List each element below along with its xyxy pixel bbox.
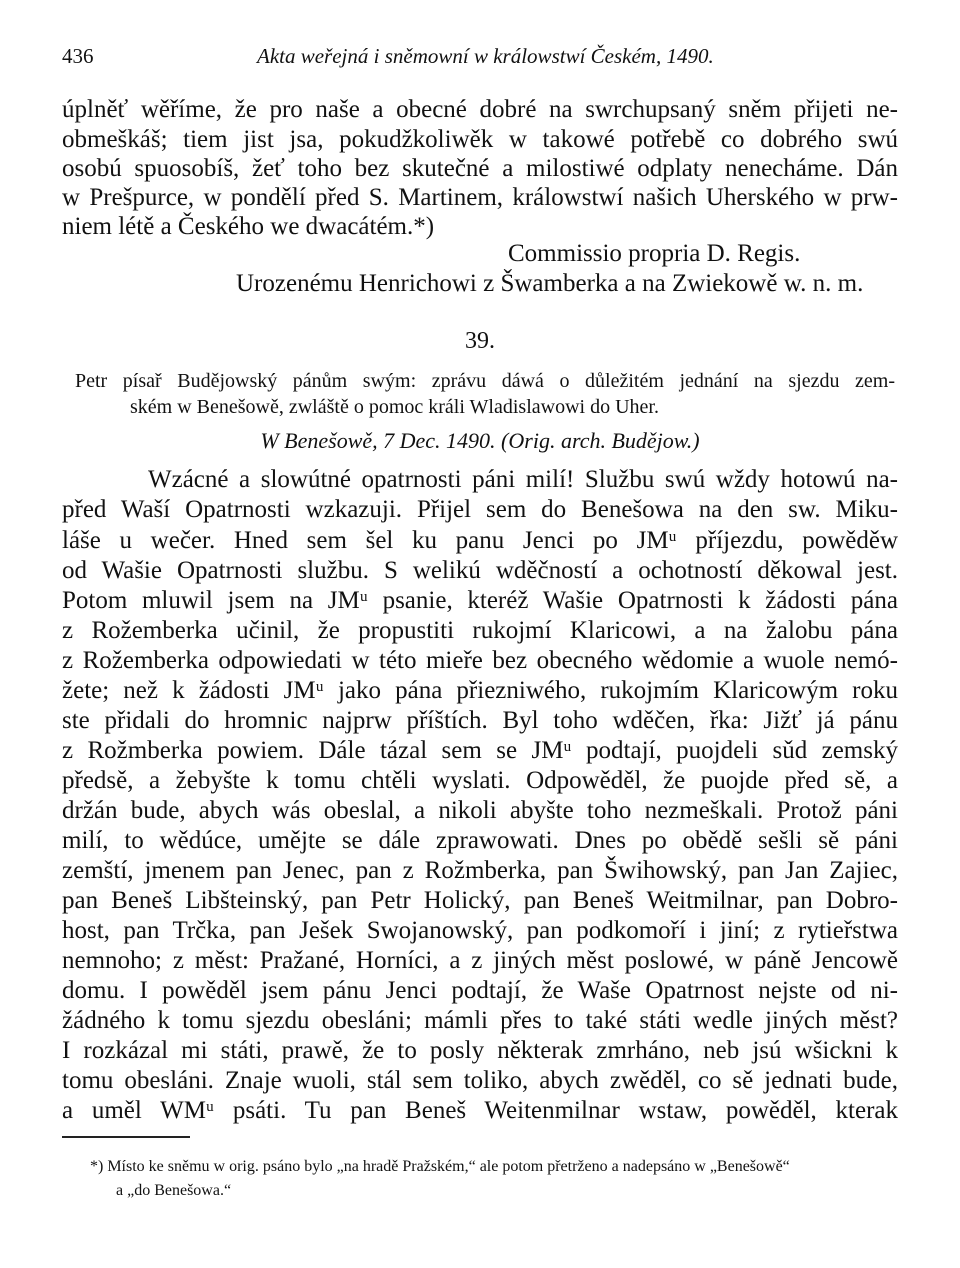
commissio-note: Commissio propria D. Regis. [508, 240, 801, 267]
page-header [62, 44, 898, 74]
text-line: nemnoho; z měst: Pražané, Horníci, a z jiných měst poslowé, w páně Jencowě [62, 947, 898, 974]
text-line: Wzácné a slowútné opatrnosti páni milí! Službu swú wždy hotowú na- [148, 466, 898, 493]
text-line: I rozkázal mi státi, prawě, že to posly některak zmrháno, neb jsú wšicknі k [62, 1037, 898, 1064]
text-line: žádného k tomu sjezdu obesláni; mámli přes to také státi wedle jiných měst? [62, 1007, 898, 1034]
footnote-line: a „do Benešowa.“ [116, 1182, 232, 1199]
text-line: před Waší Opatrnosti wzkazuji. Přijel sem do Benešowa na den sw. Miku- [62, 496, 898, 523]
text-line: od Wašie Opatrnosti službu. S welikú wděčností a ochotností děkowal jest. [62, 557, 898, 584]
text-line: žete; než k žádosti JMᵘ jako pána přiezniwého, rukojmím Klaricowým roku [62, 677, 898, 704]
text-line: osobú spuosobíš, žeť toho bez skutečné a milostiwé odplaty nenecháme. Dán [62, 155, 898, 182]
running-title: Akta weřejná i sněmowní w králowstwí Českém, 1490. [257, 44, 714, 68]
text-line: předsě, a žebyšte k tomu chtěli wyslati. Odpowěděl, že puojde před sě, a [62, 767, 898, 794]
text-line: z Rožemberka učinil, že propustiti rukojmí Klaricowi, a na žalobu pána [62, 617, 898, 644]
text-line-last: niem létě a Českého we dwacátém.*) [62, 213, 435, 240]
regest-line: ském w Benešowě, zwláště o pomoc králi Wladislawowi do Uher. [130, 396, 659, 418]
text-line: tomu obesláni. Znaje wuoli, stál sem toliko, abych zwěděl, co sě jednati bude, [62, 1067, 898, 1094]
text-line: a uměl WMᵘ psáti. Tu pan Beneš Weitenmilnar wstaw, powěděl, kterak [62, 1097, 898, 1124]
text-line: domu. I powěděl jsem pánu Jenci podtají, že Waše Opatrnost nejste od ni- [62, 977, 898, 1004]
text-line: z Rožemberka odpowiedati w této mieře bez obecného wědomie a wuole nemó- [62, 647, 898, 674]
text-line: z Rožmberka powiem. Dále tázal sem se JMᵘ podtají, puojdeli sǔd zemský [62, 737, 898, 764]
text-line: obmeškáš; tiem jist jsa, pokudžkoliwěk w takowé potřebě co dobrého swú [62, 126, 898, 153]
text-line: zemští, jmenem pan Jenec, pan z Rožmberka, pan Šwihowský, pan Jan Zajiec, [62, 857, 898, 884]
dateline: W Benešowě, 7 Dec. 1490. (Orig. arch. Budějow.) [260, 428, 700, 453]
text-line: ste přidali do hromnic najprw příštích. Byl toho wděčen, řka: Jižť já pánu [62, 707, 898, 734]
text-line: milí, to wědúce, umějte se dále zprawowati. Dnes po obědě sešli sě páni [62, 827, 898, 854]
regest-line: Petr písař Budějowský pánům swým: zprávu dáwá o důležitém jednání na sjezdu zem- [75, 370, 895, 392]
text-line: láše u wečer. Hned sem šel ku panu Jenci po JMᵘ příjezdu, powěděw [62, 527, 898, 554]
text-line: Potom mluwil jsem na JMᵘ psanie, kteréž Wašie Opatrnosti k žádosti pána [62, 587, 898, 614]
text-line: w Prešpurce, w pondělí před S. Martinem, králowstwí našich Uherského w prw- [62, 184, 898, 211]
page-number: 436 [62, 44, 94, 68]
document-number: 39. [465, 328, 495, 354]
letter-address: Urozenému Henrichowi z Šwamberka a na Zwiekowě w. n. m. [236, 270, 864, 297]
footnote-divider [62, 1136, 190, 1138]
text-line: host, pan Trčka, pan Ješek Swojanowský, pan podkomoří i jiní; z rytieřstwa [62, 917, 898, 944]
text-line: úplněť wěříme, že pro naše a obecné dobré na swrchupsaný sněm přijeti ne- [62, 96, 898, 123]
text-line: pan Beneš Libšteinský, pan Petr Holický, pan Beneš Weitmilnar, pan Dobro- [62, 887, 898, 914]
text-line: držán bude, abych wás obeslal, a nikoli abyšte toho nezmeškali. Protož páni [62, 797, 898, 824]
footnote-line: *) Místo ke sněmu w orig. psáno bylo „na hradě Pražském,“ ale potom přetrženo a nadepsáno w „Benešowě“ [90, 1158, 790, 1175]
